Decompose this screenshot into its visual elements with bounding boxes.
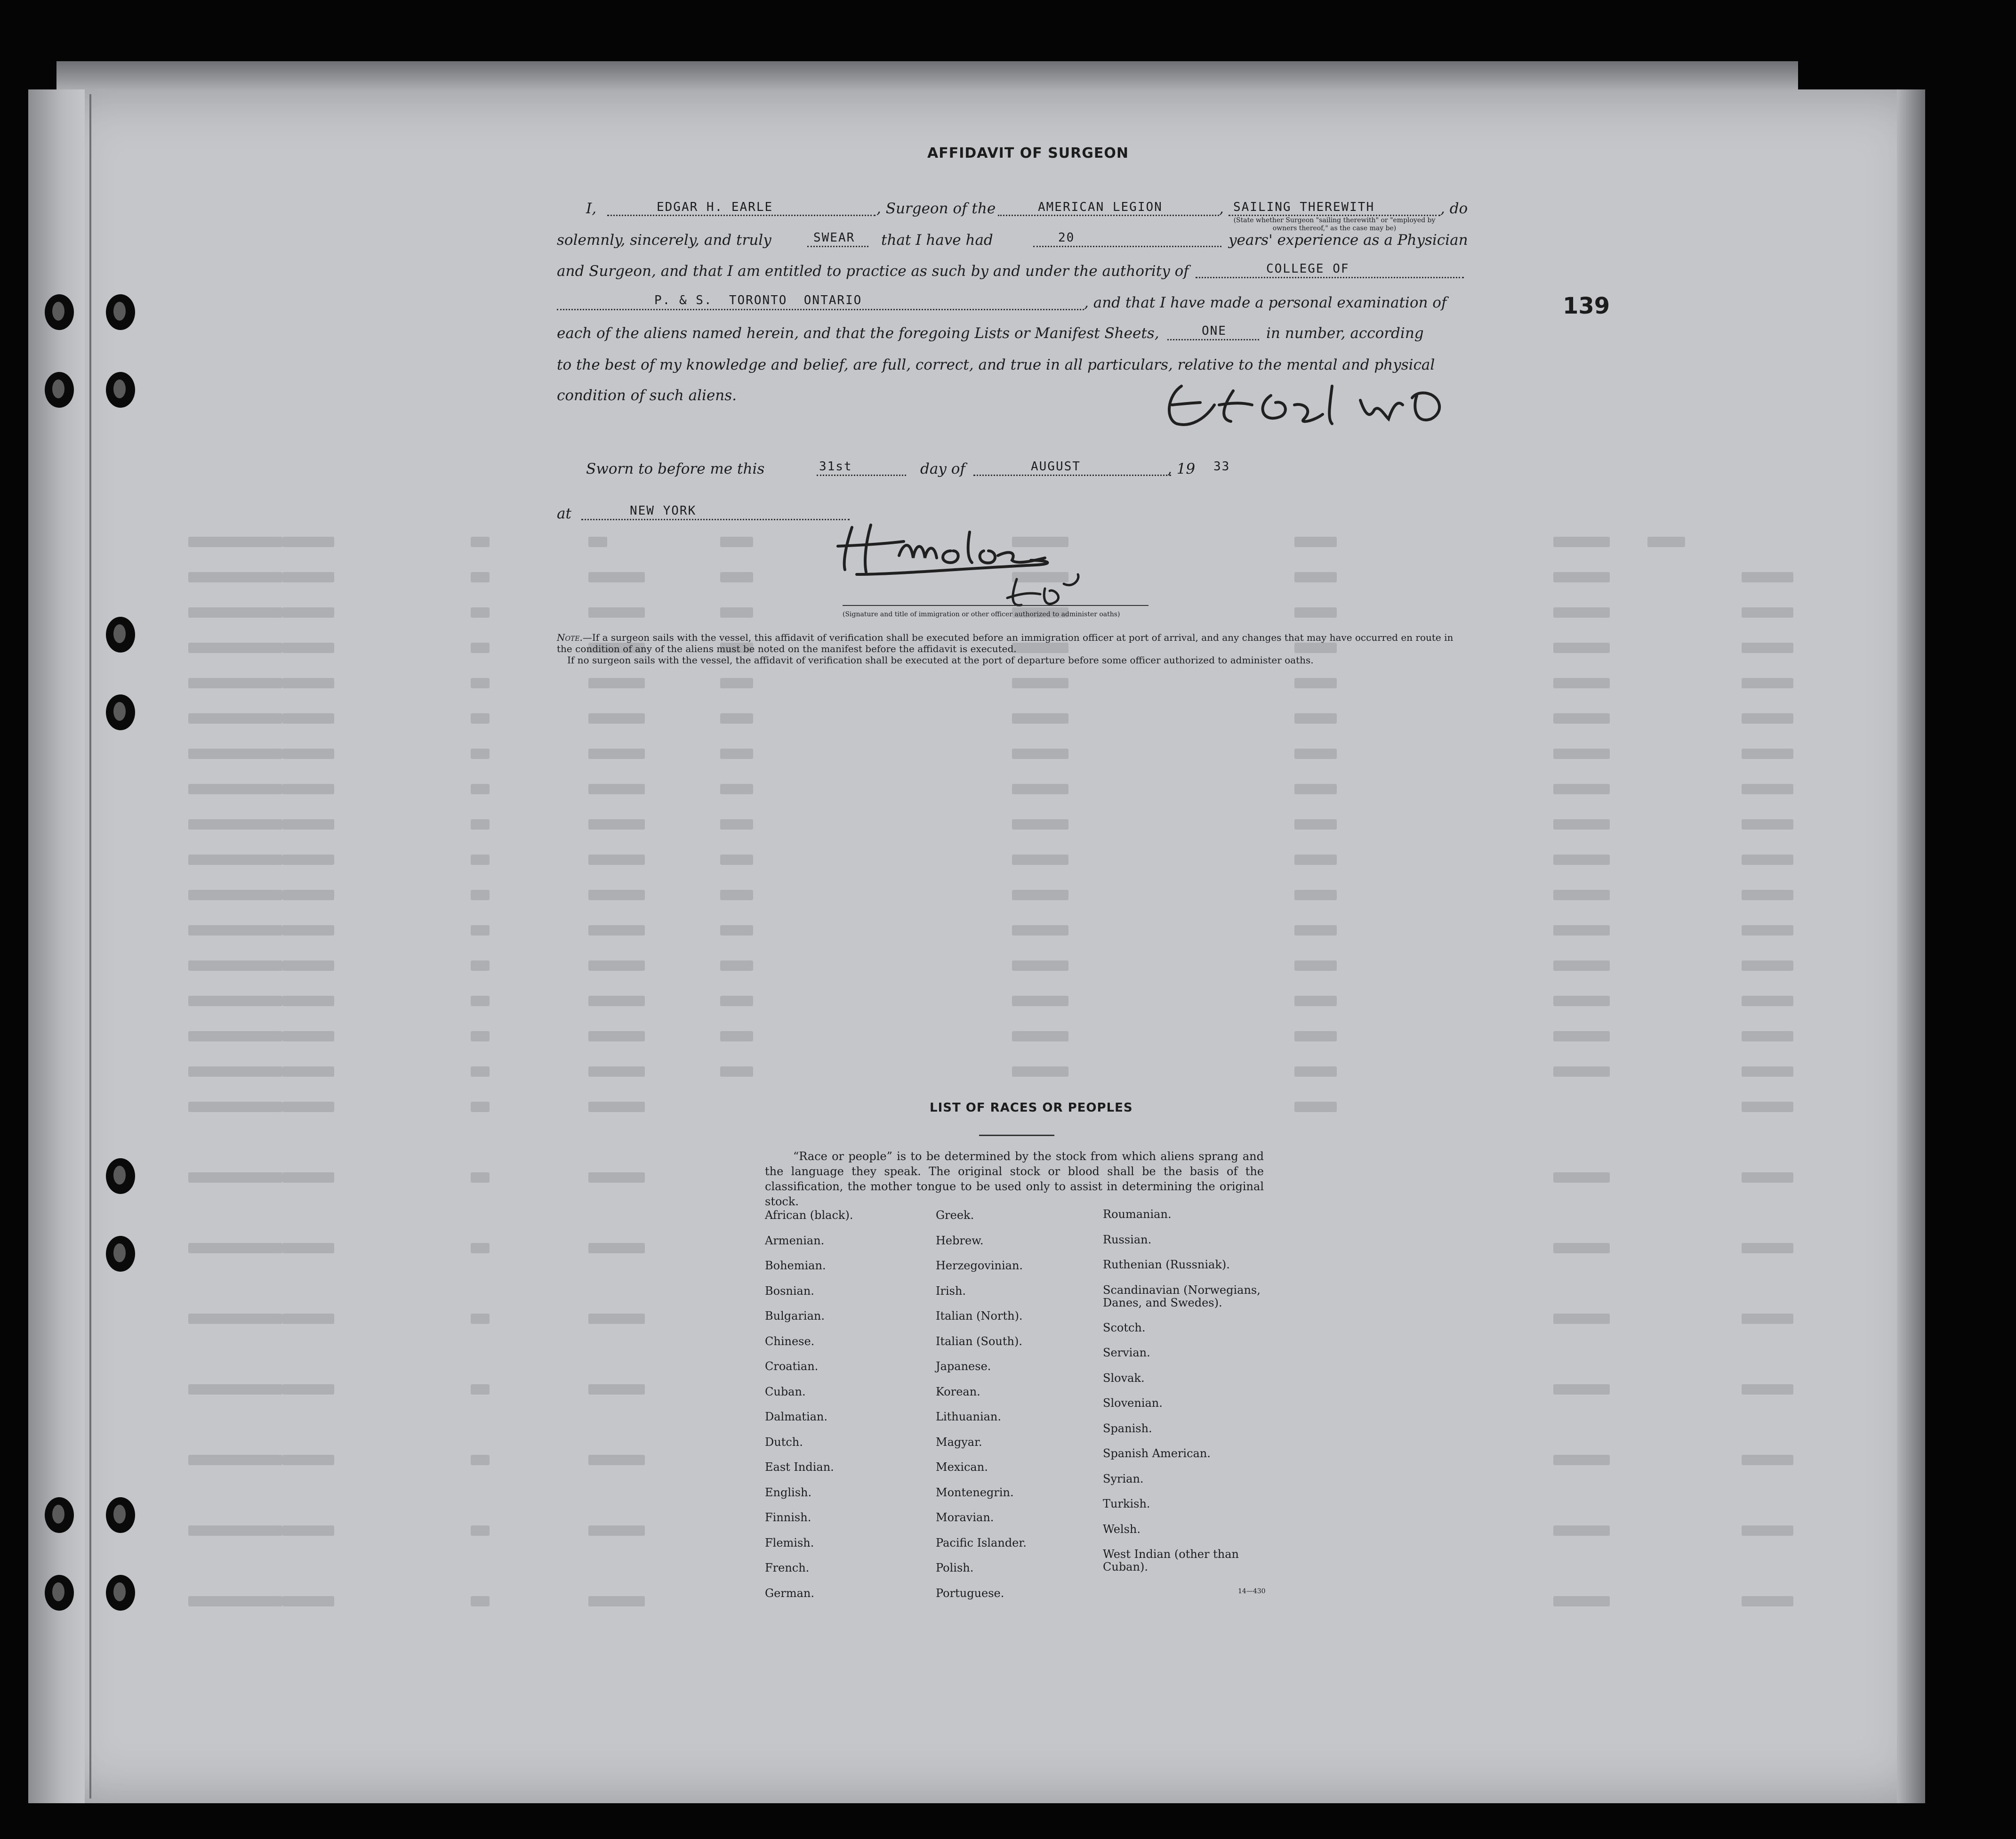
authority1-rule	[1196, 277, 1464, 278]
punch-hole	[106, 372, 135, 408]
race-entry: Italian (South).	[936, 1334, 1022, 1348]
punch-hole	[45, 1575, 74, 1611]
form-code: 14—430	[1238, 1588, 1266, 1595]
years-value: 20	[1058, 231, 1075, 245]
race-entry: Servian.	[1103, 1346, 1150, 1359]
belief-statement: to the best of my knowledge and belief, are full, correct, and true in all particulars, relative to the mental and physical	[557, 356, 1435, 373]
surgeon-signature	[1163, 377, 1454, 433]
race-entry: Cuban.	[765, 1385, 806, 1398]
punch-hole	[106, 1575, 135, 1611]
race-entry: Roumanian.	[1103, 1208, 1172, 1221]
race-entry: East Indian.	[765, 1460, 834, 1474]
race-entry: Chinese.	[765, 1334, 815, 1348]
note-text-2: If no surgeon sails with the vessel, the affidavit of verification shall be executed at the port of departure before some officer authorized to administer oaths.	[567, 654, 1314, 666]
vessel-name-value: AMERICAN LEGION	[1038, 200, 1163, 214]
sworn-label: Sworn to before me this	[586, 460, 765, 477]
punch-hole	[45, 1497, 74, 1533]
race-entry: African (black).	[765, 1209, 853, 1222]
examination-label: , and that I have made a personal examination of	[1084, 294, 1447, 311]
race-entry: Welsh.	[1103, 1522, 1141, 1536]
punch-hole	[106, 694, 135, 730]
race-entry: Scandinavian (Norwegians, Danes, and Swedes).	[1103, 1283, 1261, 1309]
race-entry: Montenegrin.	[936, 1485, 1014, 1499]
page-left-edge	[28, 89, 85, 1803]
races-title-underline	[979, 1135, 1054, 1136]
authority2-rule	[557, 309, 1084, 310]
surgeon-name-value: EDGAR H. EARLE	[657, 200, 773, 214]
surgeon-name-rule	[607, 215, 875, 216]
authority2-value: P. & S. TORONTO ONTARIO	[654, 293, 862, 307]
race-entry: Pacific Islander.	[936, 1536, 1027, 1549]
at-label: at	[557, 505, 571, 522]
do-label: , do	[1440, 200, 1468, 217]
page-right-edge	[1897, 89, 1925, 1803]
races-title: LIST OF RACES OR PEOPLES	[930, 1101, 1133, 1115]
race-entry: Croatian.	[765, 1360, 819, 1373]
race-entry: Irish.	[936, 1284, 966, 1298]
race-entry: Spanish.	[1103, 1421, 1152, 1435]
race-entry: Mexican.	[936, 1460, 988, 1474]
oath-value: SWEAR	[813, 231, 855, 245]
race-entry: Korean.	[936, 1385, 980, 1398]
years-experience-label: years' experience as a Physician	[1229, 232, 1468, 249]
authority-label: and Surgeon, and that I am entitled to practice as such by and under the authority of	[557, 263, 1189, 280]
officer-caption: (Signature and title of immigration or other officer authorized to administer oaths)	[843, 611, 1120, 618]
race-entry: Slovenian.	[1103, 1396, 1163, 1410]
race-entry: Italian (North).	[936, 1309, 1023, 1323]
race-entry: Scotch.	[1103, 1321, 1146, 1334]
race-entry: Hebrew.	[936, 1234, 984, 1247]
race-entry: Turkish.	[1103, 1497, 1150, 1510]
condition-statement: condition of such aliens.	[557, 387, 737, 404]
sworn-day-value: 31st	[819, 460, 852, 474]
race-entry: West Indian (other than Cuban).	[1103, 1548, 1239, 1573]
punch-hole	[106, 1497, 135, 1533]
race-entry: Herzegovinian.	[936, 1259, 1023, 1272]
race-entry: German.	[765, 1586, 814, 1600]
surgeon-of-label: , Surgeon of the	[876, 200, 996, 217]
race-entry: Bohemian.	[765, 1259, 826, 1272]
in-number-label: in number, according	[1266, 325, 1424, 342]
punch-hole	[106, 294, 135, 330]
punch-hole	[106, 1158, 135, 1194]
affidavit-title: AFFIDAVIT OF SURGEON	[927, 145, 1129, 161]
month-rule	[973, 475, 1171, 476]
year-prefix: , 19	[1167, 460, 1196, 477]
race-entry: Polish.	[936, 1561, 974, 1574]
race-entry: Armenian.	[765, 1234, 825, 1247]
manifest-sheets-label: each of the aliens named herein, and that the foregoing Lists or Manifest Sheets,	[557, 325, 1159, 342]
affidavit-note	[557, 632, 1456, 666]
vessel-rule	[998, 215, 1219, 216]
sworn-place-value: NEW YORK	[630, 504, 697, 518]
race-entry: Slovak.	[1103, 1371, 1145, 1385]
race-entry: Japanese.	[936, 1360, 991, 1373]
punch-hole	[45, 294, 74, 330]
day-of-label: day of	[920, 460, 965, 477]
race-entry: Ruthenian (Russniak).	[1103, 1258, 1230, 1271]
races-intro: “Race or people” is to be determined by the stock from which aliens sprang and the language they speak. The original stock or blood shall be the basis of the classification, the mother tongue to be used only to assist in determining the original stock.	[765, 1150, 1264, 1208]
punch-hole	[106, 617, 135, 653]
officer-signature-rule	[843, 605, 1149, 606]
race-entry: English.	[765, 1485, 812, 1499]
sheets-value: ONE	[1202, 324, 1227, 338]
race-entry: Greek.	[936, 1209, 974, 1222]
day-rule	[817, 475, 906, 476]
race-entry: Moravian.	[936, 1511, 994, 1524]
race-entry: Portuguese.	[936, 1586, 1004, 1600]
sworn-year-value: 33	[1213, 460, 1230, 474]
race-entry: Syrian.	[1103, 1472, 1144, 1485]
binding-line	[89, 94, 91, 1799]
page-number: 139	[1563, 293, 1610, 319]
authority1-value: COLLEGE OF	[1266, 262, 1349, 276]
surgeon-status-value: SAILING THEREWITH	[1233, 200, 1375, 214]
race-entry: French.	[765, 1561, 810, 1574]
race-entry: Flemish.	[765, 1536, 814, 1549]
race-entry: Russian.	[1103, 1233, 1152, 1246]
punch-hole	[106, 1236, 135, 1272]
had-label: that I have had	[881, 232, 993, 249]
race-entry: Spanish American.	[1103, 1447, 1211, 1460]
sheets-rule	[1167, 339, 1259, 340]
status-note: (State whether Surgeon "sailing therewith" or "employed by owners thereof," as the case may be)	[1233, 217, 1436, 232]
race-entry: Bulgarian.	[765, 1309, 825, 1323]
solemnly-label: solemnly, sincerely, and truly	[557, 232, 771, 249]
note-label: Note.	[557, 632, 583, 643]
sworn-month-value: AUGUST	[1031, 460, 1081, 474]
status-rule	[1229, 215, 1440, 216]
affidavit-prefix-i: I,	[586, 200, 597, 217]
years-rule	[1033, 246, 1221, 247]
race-entry: Magyar.	[936, 1435, 982, 1449]
note-text-1: —If a surgeon sails with the vessel, this affidavit of verification shall be executed before an immigration officer at port of arrival, and any changes that may have occurred en route in the condition of any of the aliens must be noted on the manifest before the affidavit is executed.	[557, 632, 1454, 654]
comma: ,	[1219, 200, 1224, 217]
race-entry: Lithuanian.	[936, 1410, 1002, 1423]
race-entry: Dalmatian.	[765, 1410, 828, 1423]
punch-hole	[45, 372, 74, 408]
race-entry: Dutch.	[765, 1435, 803, 1449]
race-entry: Finnish.	[765, 1511, 811, 1524]
oath-rule	[807, 246, 868, 247]
race-entry: Bosnian.	[765, 1284, 814, 1298]
